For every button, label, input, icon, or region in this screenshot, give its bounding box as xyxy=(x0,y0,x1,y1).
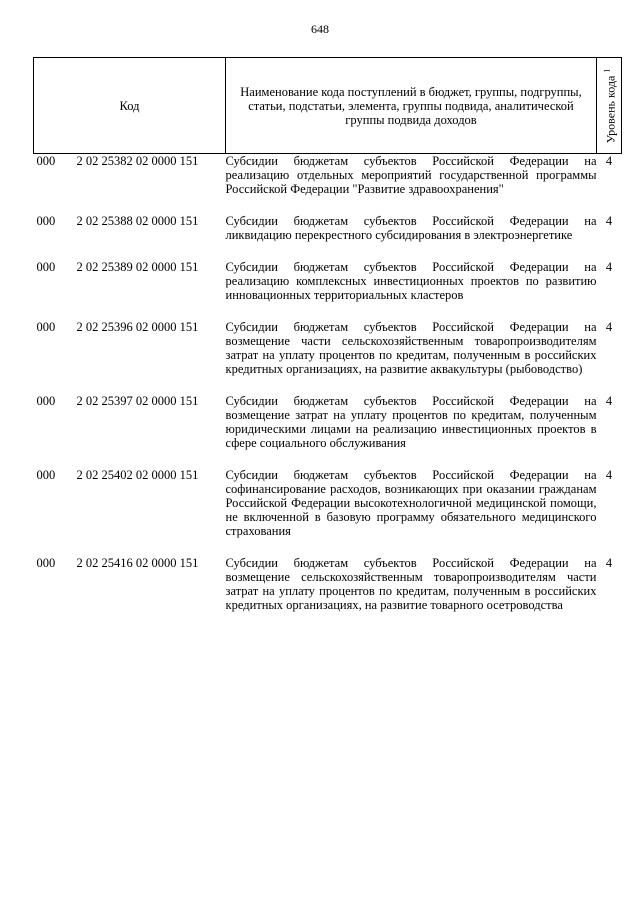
row-name: Субсидии бюджетам субъектов Российской Федерации на реализацию отдельных мероприятий государственной программы Российской Федерации "Развитие здравоохранения" xyxy=(225,154,597,196)
table-row xyxy=(34,394,622,468)
admin-code: 000 xyxy=(36,468,56,482)
header-name: Наименование кода поступлений в бюджет, группы, подгруппы, статьи, подстатьи, элемента, группы подвида, аналитической группы подвида доходов xyxy=(226,58,597,154)
page-number: 648 xyxy=(311,22,329,36)
table-row xyxy=(34,468,622,556)
revenue-codes-table xyxy=(33,57,622,630)
row-code-cell xyxy=(34,468,226,556)
table-row xyxy=(34,320,622,394)
row-level: 4 xyxy=(605,320,613,334)
admin-code: 000 xyxy=(36,320,56,334)
table-row xyxy=(34,260,622,320)
revenue-code: 2 02 25388 02 0000 151 xyxy=(76,214,199,228)
row-level: 4 xyxy=(605,260,613,274)
row-level: 4 xyxy=(605,154,613,168)
row-code-cell xyxy=(34,214,226,260)
row-name: Субсидии бюджетам субъектов Российской Федерации на возмещение сельскохозяйственным товаропроизводителям части затрат на уплату процентов по кредитам, полученным в российских кредитных организациях, на развитие товарного осетроводства xyxy=(225,556,597,612)
row-code-cell xyxy=(34,154,226,215)
revenue-code: 2 02 25389 02 0000 151 xyxy=(76,260,199,274)
admin-code: 000 xyxy=(36,260,56,274)
row-code-cell xyxy=(34,394,226,468)
row-level: 4 xyxy=(605,214,613,228)
header-level xyxy=(597,58,622,154)
header-level-footnote: 1 xyxy=(602,68,612,73)
table-row xyxy=(34,154,622,215)
header-code: Код xyxy=(34,58,226,154)
header-row xyxy=(34,58,622,154)
row-name: Субсидии бюджетам субъектов Российской Федерации на возмещение части сельскохозяйственным товаропроизводителям затрат на уплату процентов по кредитам, полученным в российских кредитных организациях, на развитие аквакультуры (рыбоводство) xyxy=(225,320,597,376)
row-code-cell xyxy=(34,320,226,394)
table-row xyxy=(34,214,622,260)
revenue-code: 2 02 25397 02 0000 151 xyxy=(76,394,199,408)
row-code-cell xyxy=(34,556,226,630)
row-level: 4 xyxy=(605,556,613,570)
table-body xyxy=(34,154,622,631)
admin-code: 000 xyxy=(36,214,56,228)
revenue-code: 2 02 25382 02 0000 151 xyxy=(76,154,199,168)
table-header xyxy=(34,58,622,154)
admin-code: 000 xyxy=(36,394,56,408)
row-name: Субсидии бюджетам субъектов Российской Федерации на реализацию комплексных инвестиционных проектов по развитию инновационных территориальных кластеров xyxy=(225,260,597,302)
row-level: 4 xyxy=(605,468,613,482)
revenue-code: 2 02 25396 02 0000 151 xyxy=(76,320,199,334)
header-level-text: Уровень кода xyxy=(603,75,618,143)
row-name: Субсидии бюджетам субъектов Российской Федерации на возмещение затрат на уплату процентов по кредитам, полученным юридическими лицами на реализацию инвестиционных проектов в сфере социального обслуживания xyxy=(225,394,597,450)
row-name: Субсидии бюджетам субъектов Российской Федерации на софинансирование расходов, возникающих при оказании гражданам Российской Федерации высокотехнологичной медицинской помощи, не включенной в базовую программу обязательного медицинского страхования xyxy=(225,468,597,538)
row-code-cell xyxy=(34,260,226,320)
table-row xyxy=(34,556,622,630)
revenue-code: 2 02 25402 02 0000 151 xyxy=(76,468,199,482)
admin-code: 000 xyxy=(36,556,56,570)
row-name: Субсидии бюджетам субъектов Российской Федерации на ликвидацию перекрестного субсидирования в электроэнергетике xyxy=(225,214,597,242)
revenue-code: 2 02 25416 02 0000 151 xyxy=(76,556,199,570)
admin-code: 000 xyxy=(36,154,56,168)
header-level-label xyxy=(601,68,618,143)
row-level: 4 xyxy=(605,394,613,408)
